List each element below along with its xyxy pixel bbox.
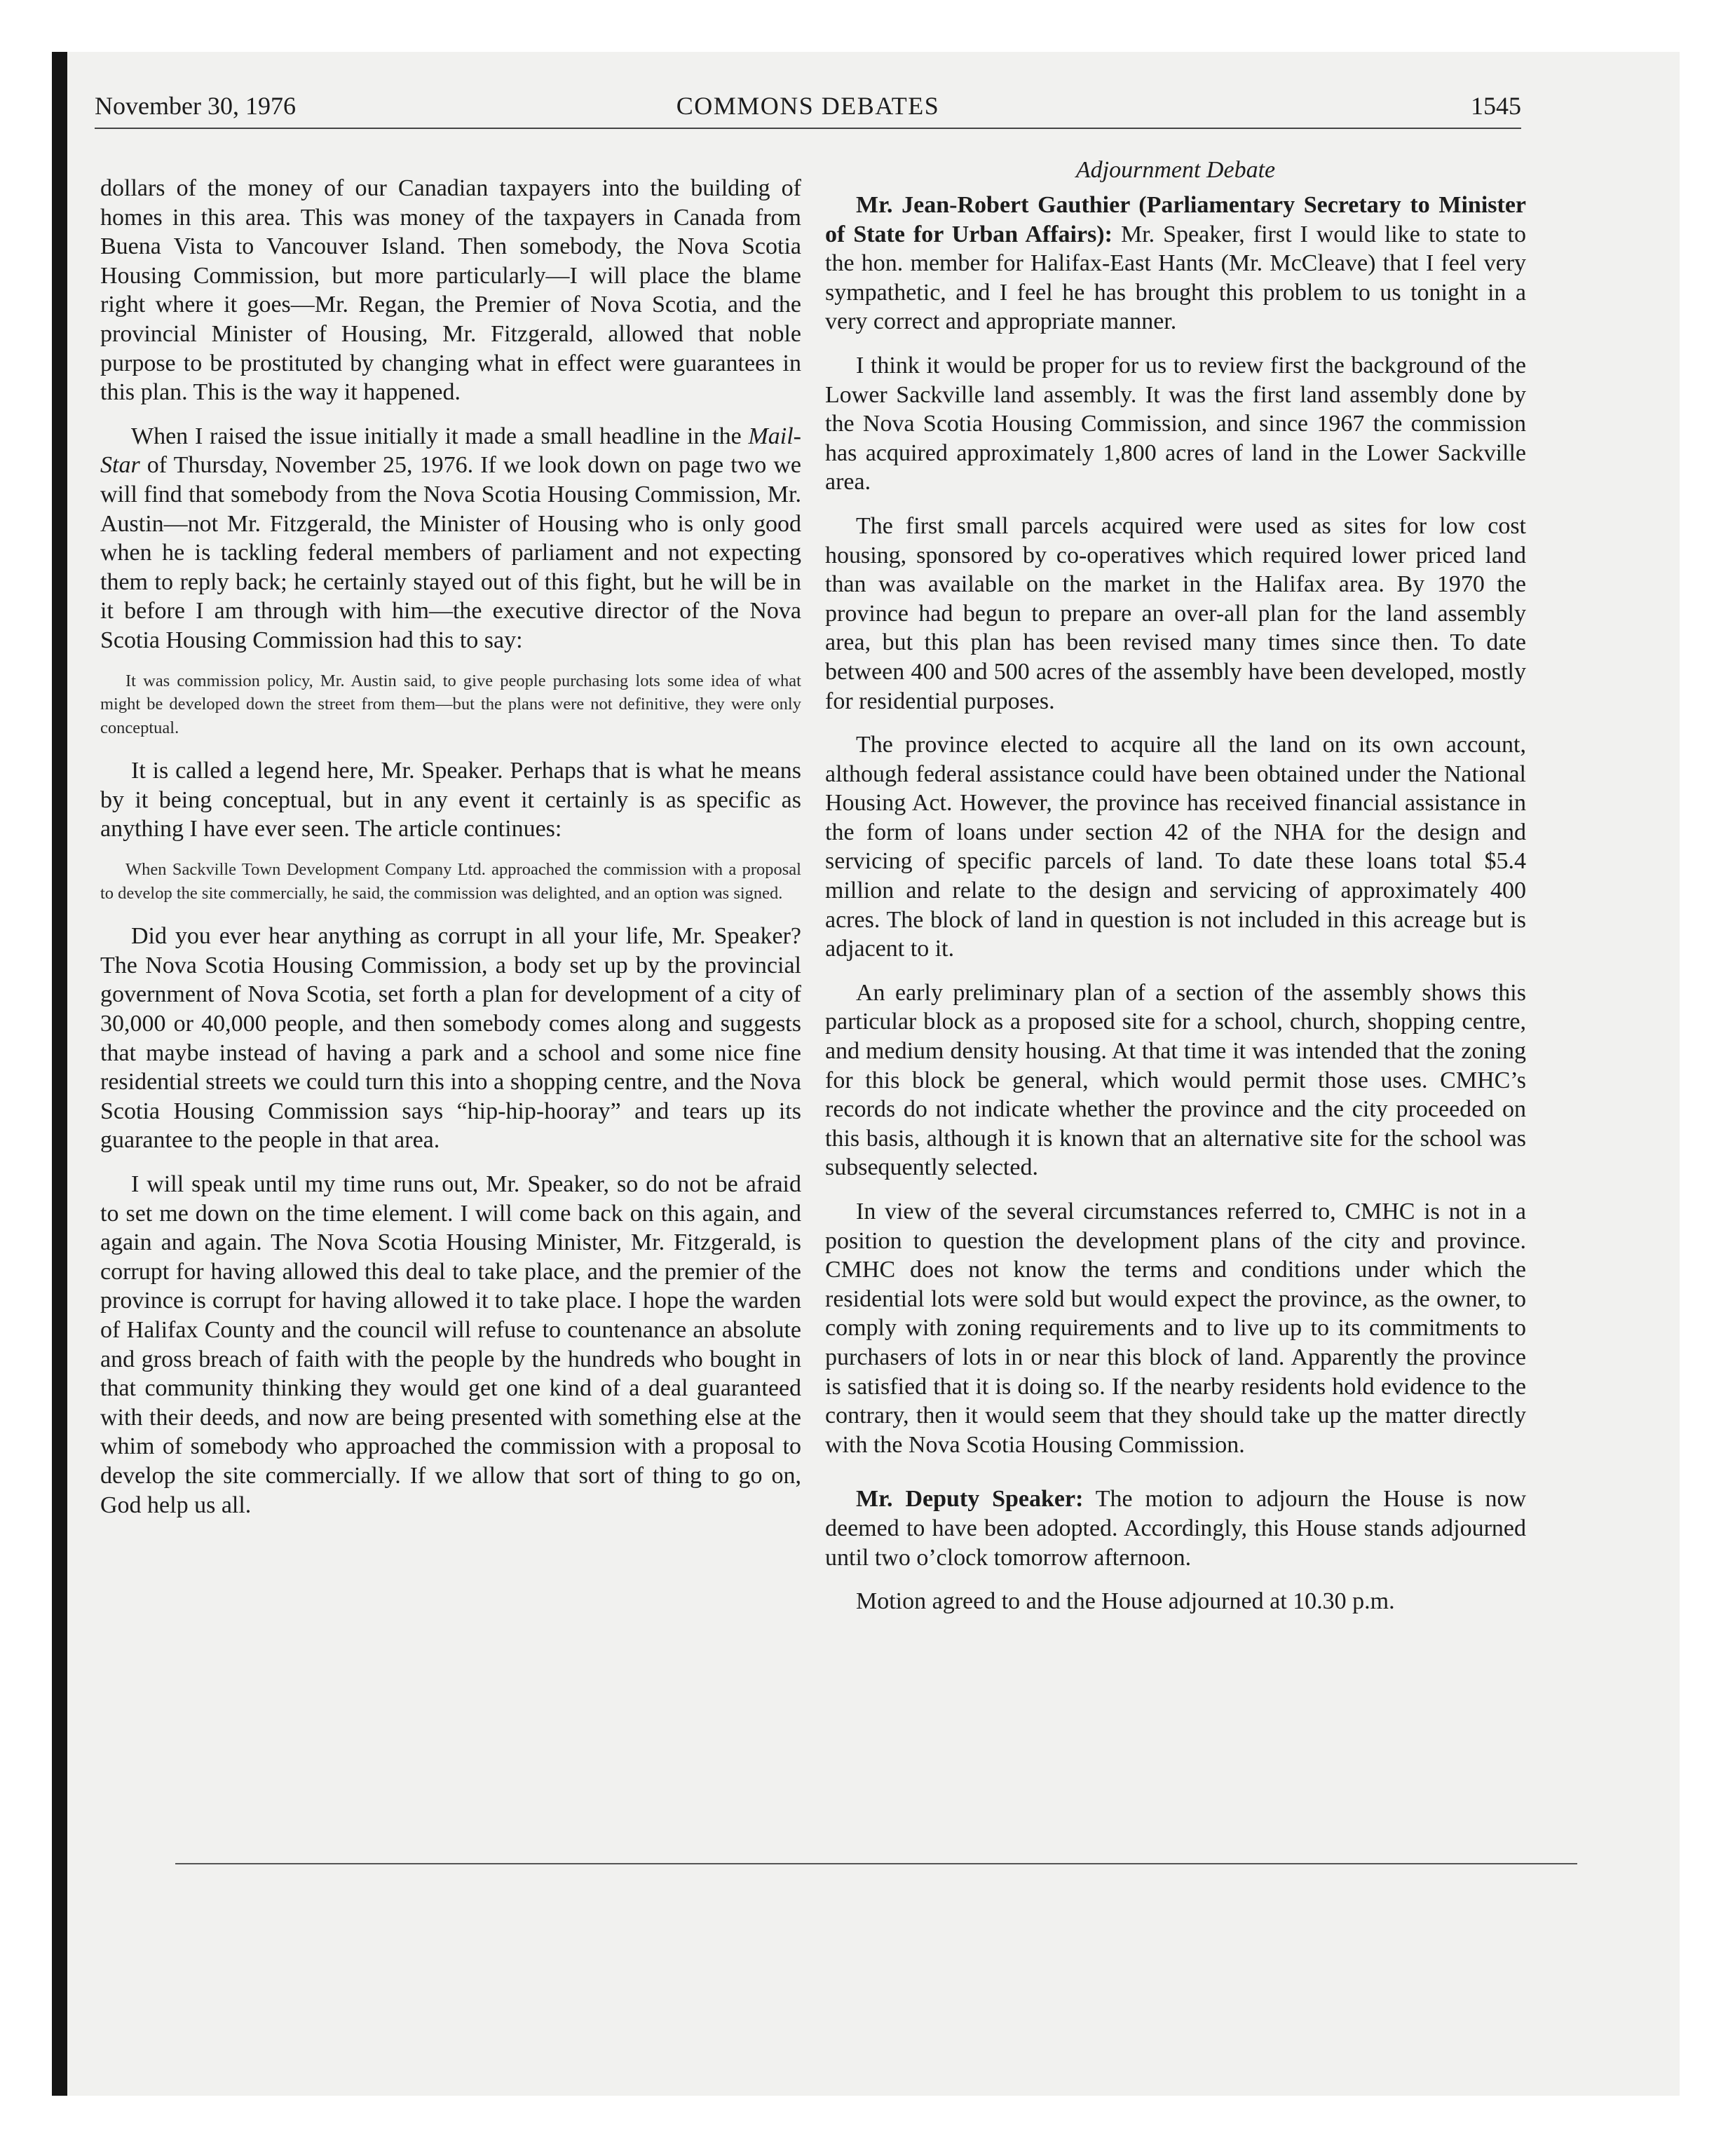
- speaker-name-deputy: Mr. Deputy Speaker:: [856, 1486, 1084, 1513]
- right-paragraph-4: The province elected to acquire all the land on its own account, although federal assistance could have been obtained under the National Housing Act. However, the province has received financial assistance in the form of loans under section 42 of the NHA for the design and servicing of specific parcels of land. To date these loans total $5.4 million and relate to the design and servicing of approximately 400 acres. The block of land in question is not included in this acreage but is adjacent to it.: [825, 732, 1526, 962]
- header-title: COMMONS DEBATES: [676, 92, 940, 120]
- left-paragraph-2: [100, 422, 801, 655]
- left-paragraph-1: dollars of the money of our Canadian taxpayers into the building of homes in this area. This was money of the taxpayers in Canada from Buena Vista to Vancouver Island. Then somebody, the Nova Scotia Housing Commission, but more particularly—I will place the blame right where it goes—Mr. Regan, the Premier of Nova Scotia, and the provincial Minister of Housing, Mr. Fitzgerald, allowed that noble purpose to be prostituted by changing what in effect were guarantees in this plan. This is the way it happened.: [100, 175, 801, 406]
- right-paragraph-8: Motion agreed to and the House adjourned at 10.30 p.m.: [856, 1588, 1395, 1615]
- scan-edge-shadow: [52, 52, 67, 2096]
- left-paragraph-3: It is called a legend here, Mr. Speaker. Perhaps that is what he means by it being conceptual, but in any event it certainly is as specific as anything I have ever seen. The article continues:: [100, 758, 801, 842]
- right-paragraph-2: I think it would be proper for us to review first the background of the Lower Sackville land assembly. It was the first land assembly done by the Nova Scotia Housing Commission, and since 1967 the commission has acquired approximately 1,800 acres of land in the Lower Sackville area.: [825, 352, 1526, 496]
- right-paragraph-6: In view of the several circumstances referred to, CMHC is not in a position to question the development plans of the city and province. CMHC does not know the terms and conditions under which the residential lots were sold but would expect the province, as the owner, to comply with zoning requirements and to live up to its commitments to purchasers of lots in or near this block of land. Apparently the province is satisfied that it is doing so. If the nearby residents hold evidence to the contrary, then it would seem that they should take up the matter directly with the Nova Scotia Housing Commission.: [825, 1199, 1526, 1458]
- right-paragraph-3: The first small parcels acquired were used as sites for low cost housing, sponsored by co-operatives which required lower priced land than was available on the market in the Halifax area. By 1970 the province had begun to prepare an over-all plan for the land assembly area, but this plan has been revised many times since then. To date between 400 and 500 acres of the assembly have been developed, mostly for residential purposes.: [825, 512, 1526, 714]
- footer-divider: [175, 1863, 1577, 1864]
- left-column: [100, 174, 801, 1520]
- right-paragraph-5: An early preliminary plan of a section of the assembly shows this particular block as a proposed site for a school, church, shopping centre, and medium density housing. At that time it was intended that the zoning for this block be general, which would permit those uses. CMHC’s records do not indicate whether the province and the city proceeded on this basis, although it is known that an alternative site for the school was subsequently selected.: [825, 979, 1526, 1181]
- right-paragraph-7-text: The motion to adjourn the House is now deemed to have been adopted. Accordingly, this House stands adjourned until two o’clock tomorrow afternoon.: [825, 1486, 1526, 1571]
- left-paragraph-4: Did you ever hear anything as corrupt in all your life, Mr. Speaker? The Nova Scotia Housing Commission, a body set up by the provincial government of Nova Scotia, set forth a plan for development of a city of 30,000 or 40,000 people, and then somebody comes along and suggests that maybe instead of having a park and a school and some nice fine residential streets we could turn this into a shopping centre, and the Nova Scotia Housing Commission says “hip-hip-hooray” and tears up its guarantee to the people in that area.: [100, 923, 801, 1154]
- right-paragraph-7: [825, 1485, 1526, 1572]
- right-paragraph-1: [825, 191, 1526, 336]
- header-page-number: 1545: [1471, 92, 1521, 120]
- speaker-name: Mr. Jean-Robert Gauthier (Parliamentary Secretary to Minister of State for Urban Affairs):: [825, 192, 1526, 247]
- right-paragraph-1-text: Mr. Speaker, first I would like to state to the hon. member for Halifax-East Hants (Mr. McCleave) that I feel very sympathetic, and I feel he has brought this problem to us tonight in a very correct and appropriate manner.: [825, 221, 1527, 335]
- page-header: [95, 91, 1521, 133]
- header-date: November 30, 1976: [95, 92, 296, 120]
- left-paragraph-5: I will speak until my time runs out, Mr. Speaker, so do not be afraid to set me down on the time element. I will come back on this again, and again and again. The Nova Scotia Housing Minister, Mr. Fitzgerald, is corrupt for having allowed this deal to take place, and the premier of the province is corrupt for having allowed it to take place. I hope the warden of Halifax County and the council will refuse to countenance an absolute and gross breach of faith with the people by the hundreds who bought in that community thinking they would get one kind of a deal guaranteed with their deeds, and now are being presented with something else at the whim of somebody who approached the commission with a proposal to develop the site commercially. If we allow that sort of thing to go on, God help us all.: [100, 1171, 801, 1518]
- newspaper-title: Mail-Star: [100, 423, 801, 479]
- section-heading: Adjournment Debate: [1075, 157, 1276, 183]
- left-paragraph-2-part-1: When I raised the issue initially it made a small headline in the: [131, 423, 749, 449]
- header-divider: [95, 128, 1521, 129]
- right-column: [825, 156, 1526, 1616]
- left-paragraph-2-part-2: of Thursday, November 25, 1976. If we look down on page two we will find that somebody from the Nova Scotia Housing Commission, Mr. Austin—not Mr. Fitzgerald, the Minister of Housing who is only good when he is tackling federal members of parliament and not expecting them to reply back; he certainly stayed out of this fight, but he will be in it before I am through with him—the executive director of the Nova Scotia Housing Commission had this to say:: [100, 452, 801, 653]
- block-quote-2: When Sackville Town Development Company Ltd. approached the commission with a proposal to develop the site commercially, he said, the commission was delighted, and an option was signed.: [100, 860, 801, 903]
- block-quote-1: It was commission policy, Mr. Austin said, to give people purchasing lots some idea of what might be developed down the street from them—but the plans were not definitive, they were only conceptual.: [100, 671, 801, 737]
